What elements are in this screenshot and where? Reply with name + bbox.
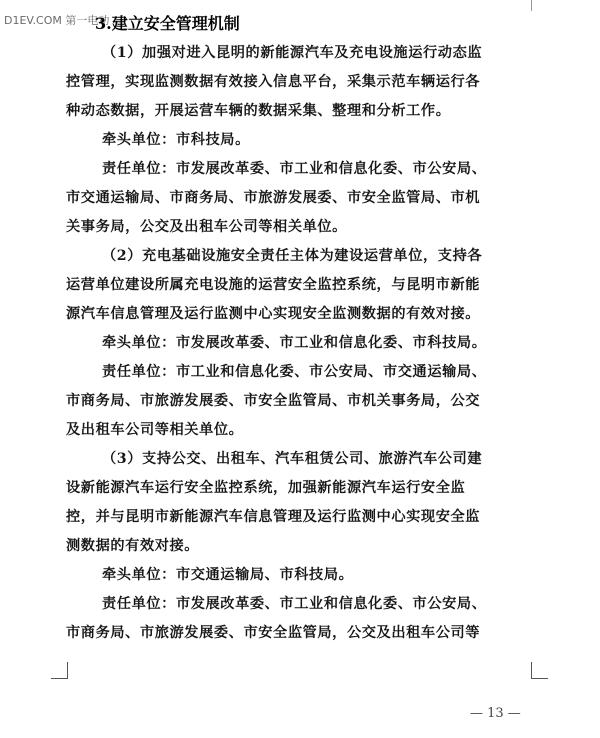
section-heading: 3.建立安全管理机制 xyxy=(95,14,240,33)
paragraph-line: 设新能源汽车运行安全监控系统，加强新能源汽车运行安全监 xyxy=(66,480,466,496)
paragraph-line: 源汽车信息管理及运行监测中心实现安全监测数据的有效对接。 xyxy=(66,306,481,322)
paragraph-line: （3）支持公交、出租车、汽车租赁公司、旅游汽车公司建 xyxy=(102,451,483,467)
paragraph-line: 责任单位：市发展改革委、市工业和信息化委、市公安局、 xyxy=(102,596,487,612)
paragraph-line: 责任单位：市工业和信息化委、市公安局、市交通运输局、 xyxy=(102,364,487,380)
paragraph-line: 控管理，实现监测数据有效接入信息平台，采集示范车辆运行各 xyxy=(66,74,481,90)
site-watermark: D1EV.COM 第一电动 xyxy=(4,14,110,27)
paragraph-line: 运营单位建设所属充电设施的运营安全监控系统，与昆明市新能 xyxy=(66,277,481,293)
paragraph-line: 牵头单位：市发展改革委、市工业和信息化委、市科技局。 xyxy=(102,335,487,351)
paragraph-line: 种动态数据，开展运营车辆的数据采集、整理和分析工作。 xyxy=(66,103,451,119)
paragraph-line: 控，并与昆明市新能源汽车信息管理及运行监测中心实现安全监 xyxy=(66,509,481,525)
page-corner-mark xyxy=(531,0,544,11)
page-corner-mark xyxy=(531,662,548,679)
paragraph-line: 及出租车公司等相关单位。 xyxy=(66,422,244,438)
paragraph-line: 牵头单位：市科技局。 xyxy=(102,132,250,148)
paragraph-line: 关事务局，公交及出租车公司等相关单位。 xyxy=(66,219,347,235)
paragraph-line: 市商务局、市旅游发展委、市安全监管局，公交及出租车公司等 xyxy=(66,625,481,641)
paragraph-line: 市交通运输局、市商务局、市旅游发展委、市安全监管局、市机 xyxy=(66,190,481,206)
paragraph-line: 责任单位：市发展改革委、市工业和信息化委、市公安局、 xyxy=(102,161,487,177)
paragraph-line: （2）充电基础设施安全责任主体为建设运营单位，支持各 xyxy=(102,248,483,264)
page-number: — 13 — xyxy=(470,706,521,721)
paragraph-line: 牵头单位：市交通运输局、市科技局。 xyxy=(102,567,354,583)
paragraph-line: 市商务局、市旅游发展委、市安全监管局、市机关事务局，公交 xyxy=(66,393,481,409)
paragraph-line: 测数据的有效对接。 xyxy=(66,538,200,554)
paragraph-line: （1）加强对进入昆明的新能源汽车及充电设施运行动态监 xyxy=(102,45,483,61)
page-corner-mark xyxy=(51,662,68,679)
